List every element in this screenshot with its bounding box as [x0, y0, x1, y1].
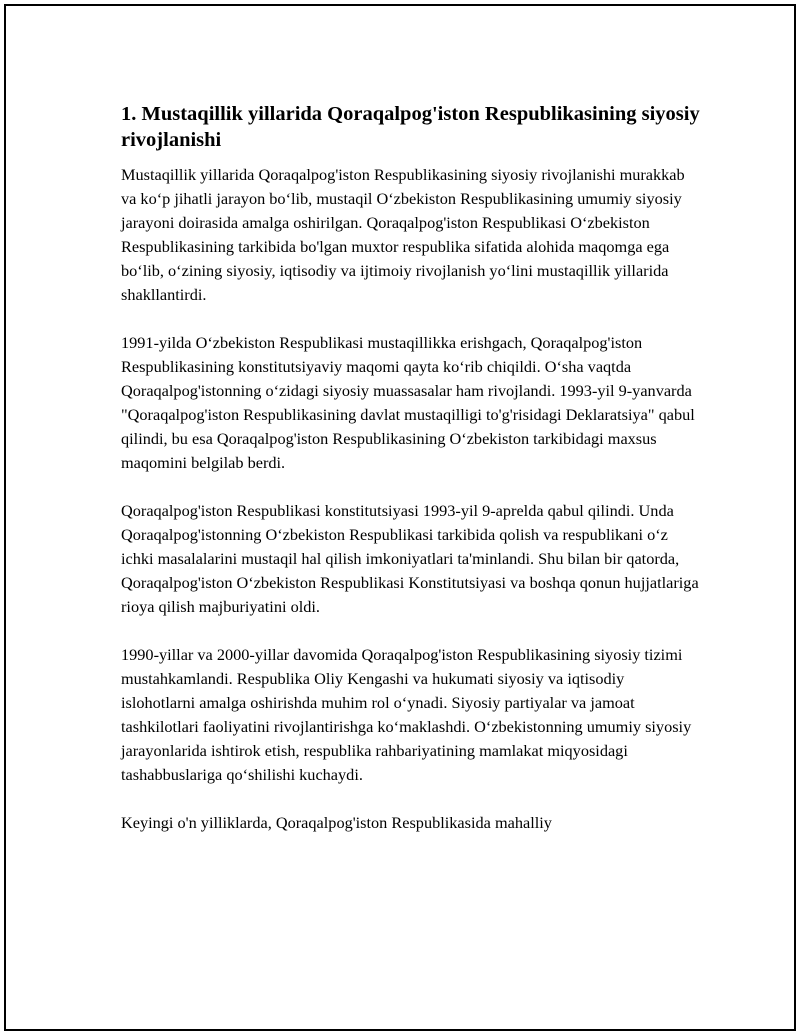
page-frame [4, 4, 796, 1031]
paragraph-3: Qoraqalpog'iston Respublikasi konstitutsiyasi 1993-yil 9-aprelda qabul qilindi. Unda Qoraqalpog'istonning Oʻzbekiston Respublikasi tarkibida qolish va respublikani oʻz ichki masalalarini mustaqil hal qilish imkoniyatlari ta'minlandi. Shu bilan bir qatorda, Qoraqalpog'iston Oʻzbekiston Respublikasi Konstitutsiyasi va boshqa qonun hujjatlariga rioya qilish majburiyatini oldi. [121, 501, 699, 616]
paragraph-5: Keyingi o'n yilliklarda, Qoraqalpog'iston Respublikasida mahalliy [121, 813, 552, 832]
section-title: 1. Mustaqillik yillarida Qoraqalpog'iston Respublikasining siyosiy rivojlanishi [121, 103, 700, 151]
paragraph-2: 1991-yilda Oʻzbekiston Respublikasi mustaqillikka erishgach, Qoraqalpog'iston Respublikasining konstitutsiyaviy maqomi qayta koʻrib chiqildi. Oʻsha vaqtda Qoraqalpog'istonning oʻzidagi siyosiy muassasalar ham rivojlandi. 1993-yil 9-yanvarda "Qoraqalpog'iston Respublikasining davlat mustaqilligi to'g'risidagi Deklaratsiya" qabul qilindi, bu esa Qoraqalpog'iston Respublikasining Oʻzbekiston tarkibidagi maxsus maqomini belgilab berdi. [121, 333, 695, 472]
paragraph-1: Mustaqillik yillarida Qoraqalpog'iston Respublikasining siyosiy rivojlanishi murakkab va koʻp jihatli jarayon boʻlib, mustaqil Oʻzbekiston Respublikasining umumiy siyosiy jarayoni doirasida amalga oshirilgan. Qoraqalpog'iston Respublikasi Oʻzbekiston Respublikasining tarkibida bo'lgan muxtor respublika sifatida alohida maqomga ega boʻlib, oʻzining siyosiy, iqtisodiy va ijtimoiy rivojlanish yoʻlini mustaqillik yillarida shakllantirdi. [121, 165, 685, 304]
document-body [121, 101, 701, 859]
paragraph-4: 1990-yillar va 2000-yillar davomida Qoraqalpog'iston Respublikasining siyosiy tizimi mustahkamlandi. Respublika Oliy Kengashi va hukumati siyosiy va iqtisodiy islohotlarni amalga oshirishda muhim rol oʻynadi. Siyosiy partiyalar va jamoat tashkilotlari faoliyatini rivojlantirishga koʻmaklashdi. Oʻzbekistonning umumiy siyosiy jarayonlarida ishtirok etish, respublika rahbariyatining mamlakat miqyosidagi tashabbuslariga qoʻshilishi kuchaydi. [121, 645, 692, 784]
